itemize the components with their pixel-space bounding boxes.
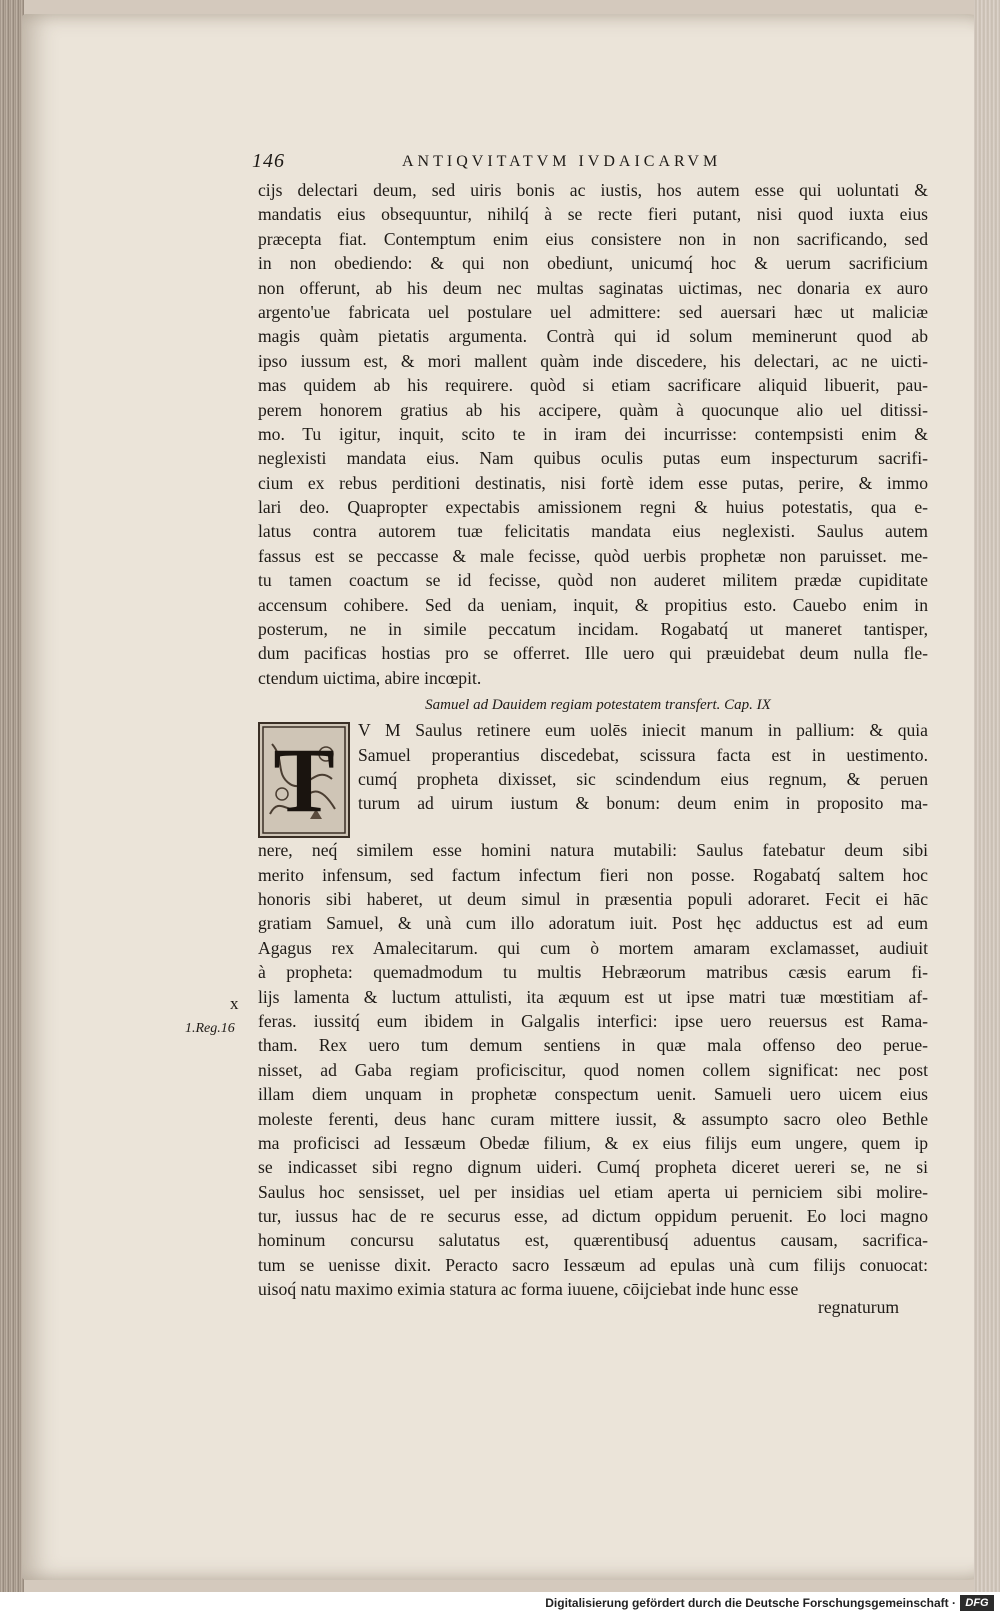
text-line: nere, neq́ similem esse homini natura mutabili: Saulus fatebatur deum sibi — [258, 840, 928, 861]
text-line: tum se uenisse dixit. Peracto sacro Iessæum ad epulas unà cum filijs conuocat: — [258, 1254, 928, 1275]
binding-edge — [0, 0, 24, 1592]
drop-cap-letter: T — [273, 729, 335, 832]
text-line: ipso iussum est, & mori mallent quàm inde discedere, his delectari, ac ne uicti- — [258, 350, 928, 371]
text-line: tu tamen coactum se id fecisse, quòd non auderet militem prædæ cupiditate — [258, 570, 928, 591]
text-line: honoris sibi haberet, ut deum simul in præsentia populi adoraret. Fecit ei hāc — [258, 888, 928, 909]
text-line: ma proficisci ad Iessæum Obedæ filium, & ex eius filijs eum ungere, quem ip — [258, 1132, 928, 1153]
text-line: tur, iussus hac de re securus esse, ad dictum oppidum peruenit. Eo loci magno — [258, 1206, 928, 1227]
text-line: lijs lamenta & luctum attulisti, ita æquum est ut ipse matri tuæ mœstitiam af- — [258, 986, 928, 1007]
text-line: lari deo. Quapropter expectabis amissionem regni & huius potestatis, qua e- — [258, 497, 928, 518]
text-line: Saulus hoc sensisset, uel per insidias uel etiam aperta ui perniciem sibi molire- — [258, 1181, 928, 1202]
text-line: Samuel properantius discedebat, scissura facta est in uestimento. — [358, 744, 928, 765]
footer-bar — [0, 1592, 1000, 1617]
text-line: se indicasset sibi regno dignum uideri. Cumq́ propheta diceret uereri se, ne si — [258, 1157, 928, 1178]
text-line: præcepta fiat. Contemptum enim eius consistere non in non sacrificando, sed — [258, 228, 928, 249]
chapter-opening — [258, 718, 928, 832]
text-line: argento'ue fabricata uel postulare uel admittere: sed auersari hæc ut maliciæ — [258, 301, 928, 322]
text-line: V M Saulus retinere eum uolēs iniecit manum in pallium: & quia — [358, 720, 928, 741]
page-number: 146 — [252, 150, 285, 172]
fore-edge — [974, 0, 1000, 1592]
text-block — [258, 178, 928, 1302]
margin-note-reference: 1.Reg.16 — [185, 1021, 235, 1036]
drop-cap — [258, 722, 350, 838]
text-line: gratiam Samuel, & unà cum illo adoratum iuit. Post hęc adductus est ad eum — [258, 913, 928, 934]
text-line: posterum, ne in simile peccatum incidam. Rogabatq́ ut maneret tantisper, — [258, 619, 928, 640]
text-line: uisoq́ natu maximo eximia statura ac forma iuuene, cōijciebat inde hunc esse — [258, 1279, 799, 1300]
text-line: accensum cohibere. Sed da ueniam, inquit, & propitius esto. Cauebo enim in — [258, 594, 928, 615]
text-line: tham. Rex uero tum demum sentiens in quæ mala offenso deo perue- — [258, 1035, 928, 1056]
text-line: neglexisti mandata eius. Nam quibus oculis putas eum inspecturum sacrifi- — [258, 448, 928, 469]
text-line: cumq́ propheta dixisset, sic scindendum eius regnum, & peruen — [358, 768, 928, 789]
running-head: ANTIQVITATVM IVDAICARVM — [402, 153, 722, 170]
text-line: dum pacificas hostias pro se offerret. Ille uero qui præuidebat deum nulla fle- — [258, 643, 928, 664]
chapter-heading: Samuel ad Dauidem regiam potestatem transfert. Cap. IX — [425, 697, 771, 714]
text-line: cium ex rebus perditioni destinatis, nisi fortè idem esse putas, perire, & immo — [258, 472, 928, 493]
paragraph-1 — [258, 178, 928, 690]
text-line: mo. Tu igitur, inquit, scito te in iram dei incurrisse: contempsisti enim & — [258, 423, 928, 444]
margin-note-signature: x — [230, 994, 239, 1013]
text-line: cijs delectari deum, sed uiris bonis ac iustis, hos autem esse qui uoluntati & — [258, 180, 928, 200]
text-line: Agagus rex Amalecitarum. qui cum ò mortem amaram exclamasset, audiuit — [258, 937, 928, 958]
drop-cap-lines — [258, 718, 928, 816]
text-line: fassus est se peccasse & male fecisse, quòd uerbis prophetæ non paruisset. me- — [258, 545, 928, 566]
paragraph-2 — [258, 838, 928, 1301]
text-line: illam diem unquam in prophetæ conspectum uenit. Samueli uero uicem eius — [258, 1084, 928, 1105]
text-line: ctendum uictima, abire incœpit. — [258, 667, 482, 688]
funding-credit: Digitalisierung gefördert durch die Deutsche Forschungsgemeinschaft · — [545, 1596, 956, 1610]
dfg-logo: DFG — [960, 1595, 994, 1611]
text-line: mandatis eius obsequuntur, nihilq́ à se recte fieri putant, nisi quod iuxta eius — [258, 204, 928, 225]
text-line: mas quidem ab his requirere. quòd si etiam sacrificare aliquid libuerit, pau- — [258, 375, 928, 396]
text-line: à propheta: quemadmodum tu multis Hebræorum matribus cæsis earum fi- — [258, 962, 928, 983]
catchword: regnaturum — [818, 1297, 900, 1317]
text-line: hominum concursu salutatus est, quærentibusq́ aduentus causam, sacrifica- — [258, 1230, 928, 1251]
page-header — [252, 150, 792, 180]
text-line: feras. iussitq́ eum ibidem in Galgalis interfici: ipse uero reuersus est Rama- — [258, 1010, 928, 1031]
text-line: non offerunt, ab his deum nec multas saginatas uictimas, nec donaria ex auro — [258, 277, 928, 298]
text-line: moleste ferenti, deus hanc curam mittere iussit, & assumpto sacro oleo Bethle — [258, 1108, 928, 1129]
text-line: nisset, ad Gaba regiam proficiscitur, quod nomen collem significat: nec post — [258, 1059, 928, 1080]
text-line: merito infensum, sed factum infectum fieri non posse. Rogabatq́ saltem hoc — [258, 864, 928, 885]
text-line: perem honorem gratius ab his accipere, quàm à quocunque alio uel ditissi- — [258, 399, 928, 420]
text-line: latus contra autorem tuæ felicitatis mandata eius neglexisti. Saulus autem — [258, 521, 928, 542]
text-line: turum ad uirum iustum & bonum: deum enim in proposito ma- — [358, 793, 928, 814]
text-line: in non obediendo: & qui non obediunt, unicumq́ hoc & uerum sacrificium — [258, 253, 928, 274]
text-line: magis quàm pietatis argumenta. Contrà qui id solum meminerunt quod ab — [258, 326, 928, 347]
